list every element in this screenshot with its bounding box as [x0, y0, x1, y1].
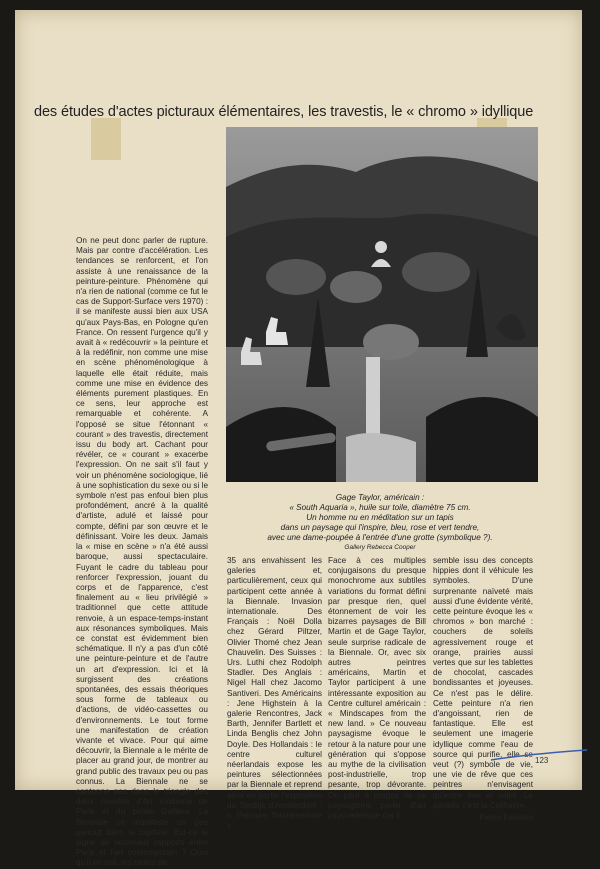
tape-mark	[91, 118, 121, 160]
caption-credit: Gallery Rebecca Cooper	[344, 544, 416, 551]
magazine-page	[15, 10, 582, 868]
article-column-4	[433, 556, 533, 823]
caption-line: Un homme nu en méditation sur un tapis	[306, 513, 454, 522]
caption-line: dans un paysage qui l'inspire, bleu, rose et vert tendre,	[280, 523, 480, 532]
headline: des études d'actes picturaux élémentaires, les travestis, le « chromo » idyllique	[34, 104, 534, 120]
caption-line: « South Aquaria », huile sur toile, diamètre 75 cm.	[289, 503, 471, 512]
caption-line: Gage Taylor, américain :	[335, 493, 425, 502]
article-column-2: 35 ans envahissent les galeries et, particulièrement, ceux qui participent cette année à la Biennale. Invasion internationale. Des Français : Noël Dolla chez Gérard Piltzer, Olivier Thomé chez Jean Chauvelin. Des Suisses : Urs. Luthi chez Rodolph Stadler. Des Anglais : Nigel Hall chez Jacomo Santiveri. Des Américains : Jene Highstein à la galerie Rencontres, Jack Barth, Jennifer Bartlett et Linda Benglis chez John Doyle. Des Hollandais : le centre culturel néerlandais expose les peintures sélectionnées par la Biennale et reprend ainsi en partie l'exposition du Stedlijk d'Amsterdam : « Peinture fondamentale ».	[227, 556, 322, 831]
article-column-3: Face à ces multiples conjugaisons du presque monochrome aux subtiles variations du format défini par presque rien, quel étonnement de voir les bizarres paysages de Bill Martin et de Gage Taylor, seule surprise radicale de la Biennale. Or, avec six autres peintres américains, Martin et Taylor participent à une intéressante exposition au Centre culturel américain : « Mindscapes from the new land. » Ce nouveau paysagisme évoque le retour à la nature pour une génération qui s'oppose au mythe de la civilisation post-industrielle, trop pesante, trop dévorante. On peut à propos de ce paysagisme parler d'art psychédélique car il	[328, 556, 426, 821]
page-number: 123	[535, 756, 549, 765]
author-signature: Pierre Faveton	[479, 813, 533, 823]
image-caption	[227, 493, 533, 553]
column-4-text: semble issu des concepts hippies dont il véhicule les symboles. D'une surprenante naïveté mais aussi d'une évidente vérité, cette peinture évoque les « chromos » bon marché : couchers de soleils agressivement rouge et orange, prairies aussi vertes que sur les tablettes de chocolat, cascades bondissantes et joyeuses. Ce n'est pas le délire. Cette peinture n'a rien d'angoissant, rien de fantastique. Elle est seulement une imagerie idyllique comme l'eau de source qui purifie, elle se veut (?) symbole de vie, une vie de rêve que ces peintres n'envisagent qu'entre mer et soleil. Le paradis c'est la Californie.	[433, 556, 533, 810]
painting-illustration	[226, 127, 538, 482]
article-column-1: On ne peut donc parler de rupture. Mais par contre d'accélération. Les tendances se renforcent, et l'on assiste à une renaissance de la peinture-peinture. Phénomène qui n'a rien de national (comme ce fut le cas de Support-Surface vers 1970) : il se manifeste aussi bien aux USA qu'aux Pays-Bas, en Pologne qu'en France. On ressent l'urgence qu'il y avait à « redécouvrir » la peinture et à la redéfinir, non comme une mise en scène phénoménologique à laquelle elle était réduite, mais comme une mise en évidence des éléments purement plastiques. En ce sens, leur approche est remarquable et cohérente. A l'opposé se situe l'étonnant « courant » des travestis, directement issu du body art. Cachant pour révéler, ce « courant » exacerbe l'expression. On ne sait s'il faut y voir un phénomène sociologique, lié à une sophistication du sexe ou si le symbole n'est pas enfoui bien plus profondément, ancré à la qualité d'artiste, adulé et laissé pour compte, défini par son œuvre et le définissant. Voire les deux. Jamais la « mise en scène » n'a été aussi baroque, aussi spectaculaire. Fuyant le cadre du tableau pour renforcer l'expression, jouant du corps et de l'apparence, c'est finalement au « lieu privilégié » traditionnel que cette attitude renvoie, à un espace-temps-instant aux résonances symboliques. Mais ce constat est évidemment bien schématique. Il n'y a pas d'un côté une peinture-peinture et de l'autre un art d'expression. Ici et là surgissent des créations spontanées, des essais théoriques sous forme de tableaux ou d'actions, de vidéo-cassettes ou d'environnements. Le tout forme une manifestation de création vivante et vivace. Pour qui aime découvrir, la Biennale a le mérite de placer au grand jour, de montrer au grand public des travaux peu ou pas connus. La Biennale ne se cantonne pas dans le triangle des deux musées d'Art moderne de Paris et du palais Galliera. La Biennale se manifeste un peu partout dans la capitale. Est-ce le signe de nouveaux rapports entre Paris et l'art contemporain ? Quoi qu'il en soit, les moins de	[76, 236, 208, 868]
caption-line: avec une dame-poupée à l'entrée d'une grotte (symbolique ?).	[267, 533, 493, 542]
